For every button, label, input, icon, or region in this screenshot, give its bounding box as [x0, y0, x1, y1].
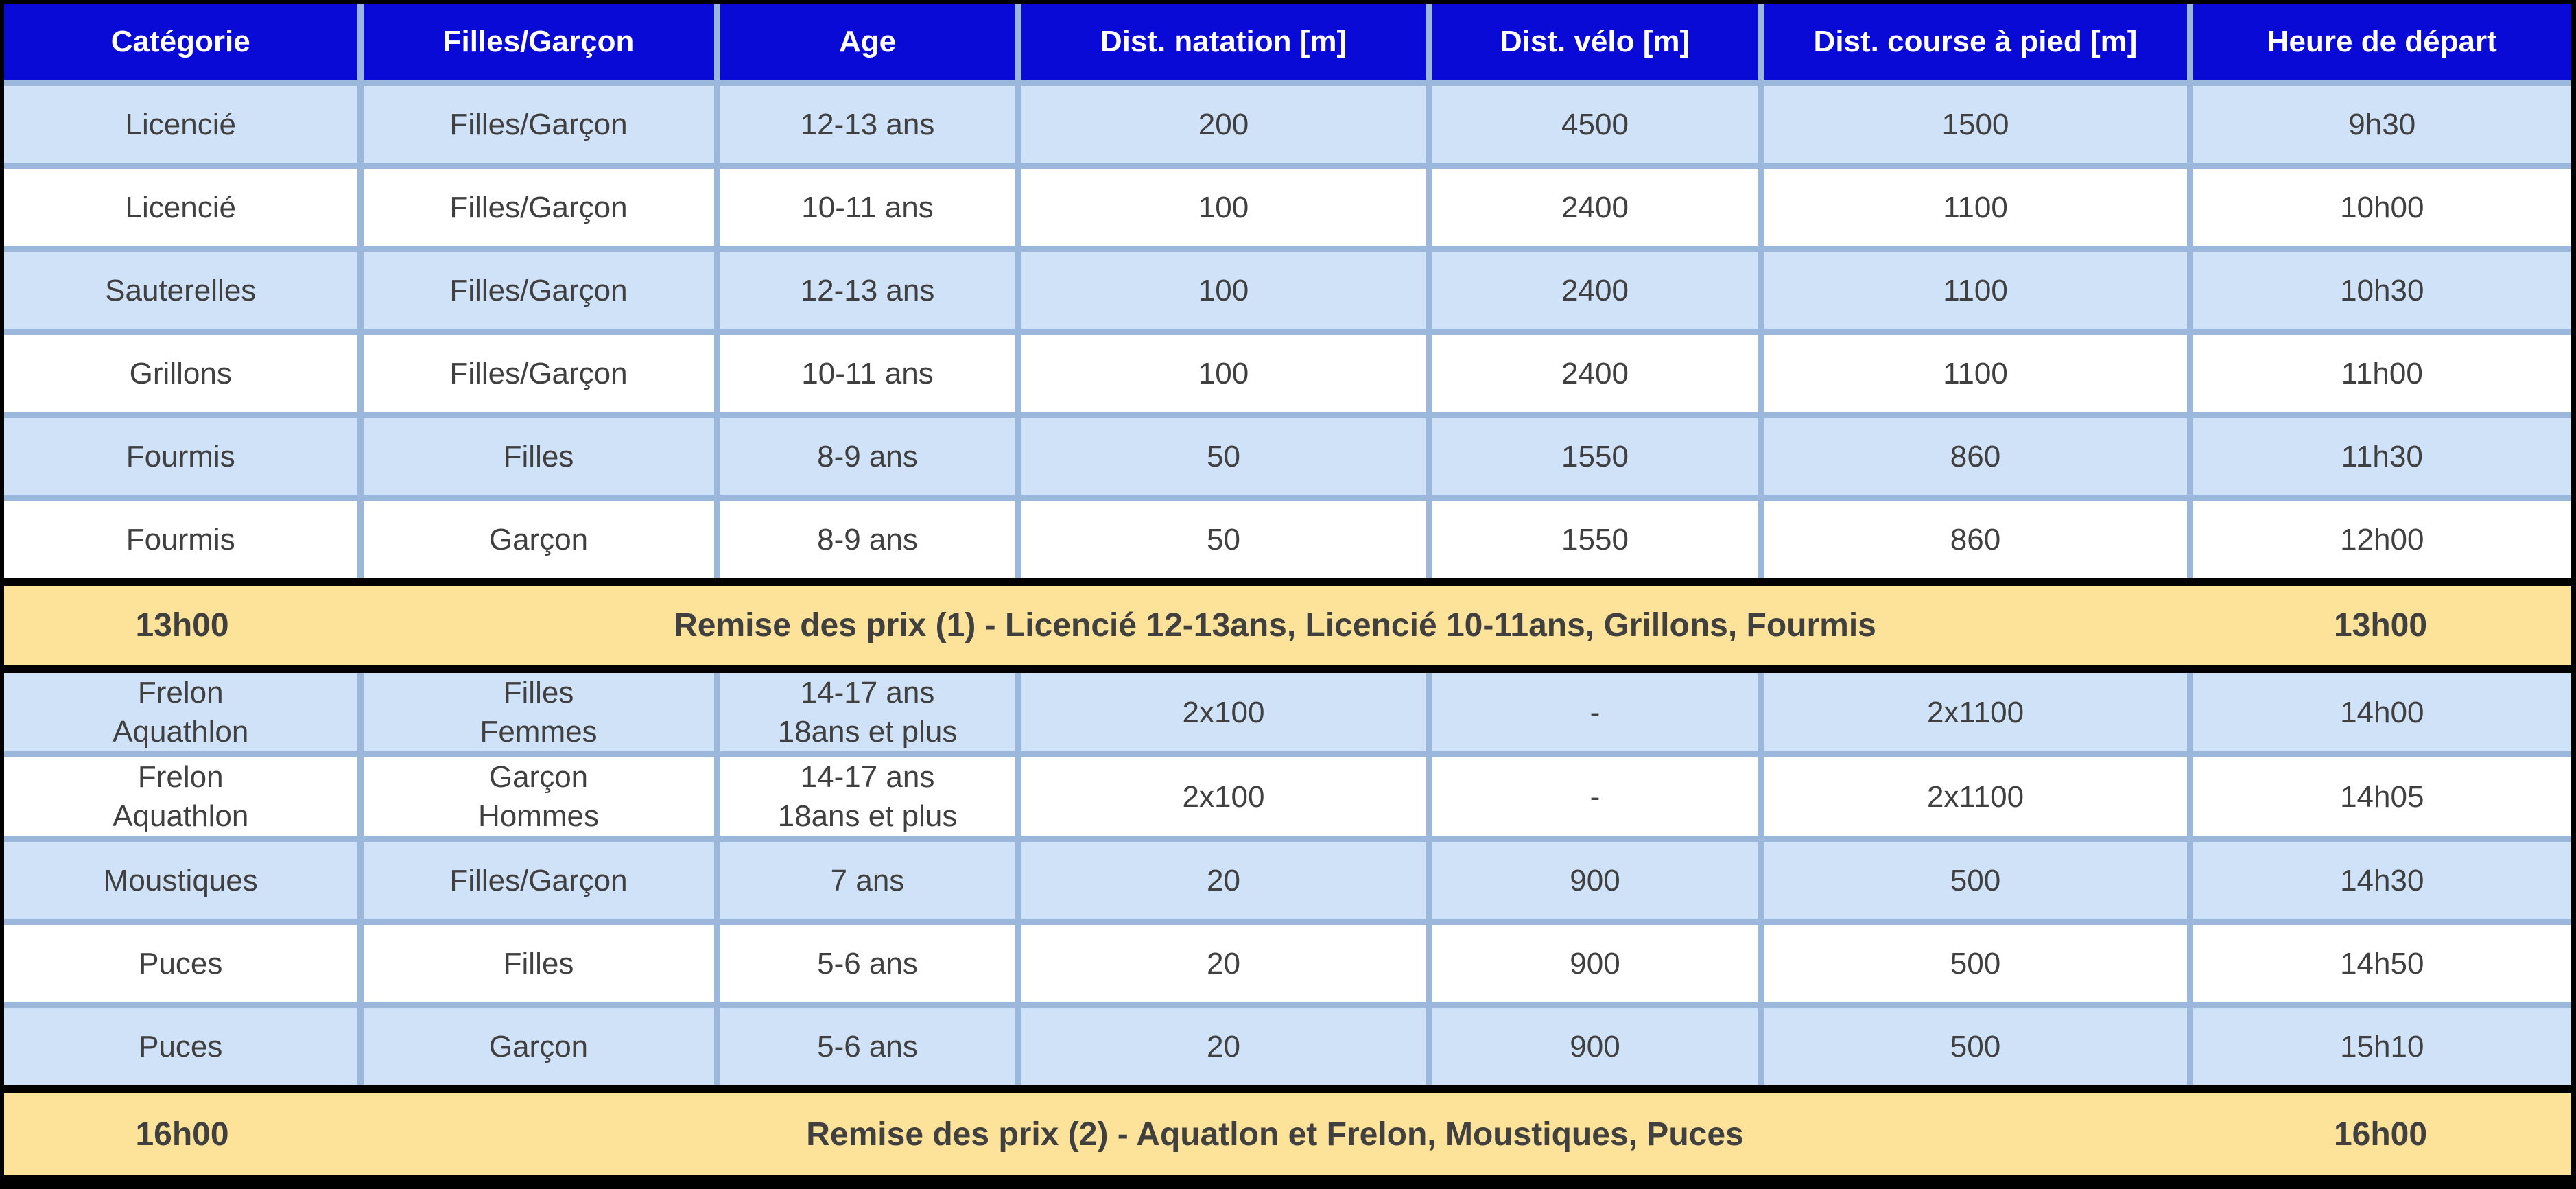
category-cell-line: Aquathlon [113, 799, 249, 833]
header-cell-swim-distance: Dist. natation [m] [1018, 4, 1429, 83]
category-cell: Fourmis [4, 498, 360, 582]
table-row [4, 83, 2571, 166]
award-ceremony-row [4, 582, 2571, 669]
header-cell-age: Age [717, 4, 1018, 83]
award-ceremony-row [4, 1089, 2571, 1175]
gender-cell-line: Garçon [488, 760, 589, 794]
age-cell: 7 ans [717, 839, 1018, 922]
table-row [4, 922, 2571, 1005]
swim-distance-cell: 100 [1018, 332, 1429, 415]
header-cell-gender: Filles/Garçon [360, 4, 717, 83]
age-cell [717, 669, 1018, 755]
swim-distance-cell: 50 [1018, 415, 1429, 498]
bike-distance-cell: 900 [1429, 1005, 1761, 1090]
header-cell-start-time: Heure de départ [2190, 4, 2571, 83]
gender-cell: Garçon [360, 498, 717, 582]
run-distance-cell: 860 [1761, 498, 2190, 582]
run-distance-cell: 2x1100 [1761, 669, 2190, 755]
age-cell: 8-9 ans [717, 498, 1018, 582]
schedule-body [4, 83, 2571, 1176]
swim-distance-cell: 2x100 [1018, 669, 1429, 755]
run-distance-cell: 2x1100 [1761, 755, 2190, 839]
bike-distance-cell: 900 [1429, 922, 1761, 1005]
gender-cell: Filles/Garçon [360, 332, 717, 415]
start-time-cell: 10h30 [2190, 249, 2571, 332]
gender-cell-line: Femmes [480, 715, 598, 749]
swim-distance-cell: 20 [1018, 1005, 1429, 1090]
bike-distance-cell: 2400 [1429, 249, 1761, 332]
start-time-cell: 14h30 [2190, 839, 2571, 922]
header-cell-bike-distance: Dist. vélo [m] [1429, 4, 1761, 83]
bike-distance-cell: 900 [1429, 839, 1761, 922]
start-time-cell: 9h30 [2190, 83, 2571, 166]
table-row [4, 669, 2571, 755]
age-cell: 12-13 ans [717, 249, 1018, 332]
gender-cell: Filles/Garçon [360, 83, 717, 166]
ceremony-end-time: 16h00 [2190, 1089, 2571, 1175]
swim-distance-cell: 100 [1018, 166, 1429, 249]
start-time-cell: 14h05 [2190, 755, 2571, 839]
start-time-cell: 12h00 [2190, 498, 2571, 582]
age-cell: 8-9 ans [717, 415, 1018, 498]
category-cell: Licencié [4, 83, 360, 166]
table-row [4, 839, 2571, 922]
category-cell-line: Aquathlon [113, 715, 249, 749]
start-time-cell: 14h50 [2190, 922, 2571, 1005]
category-cell: Puces [4, 1005, 360, 1090]
gender-cell-line: Filles [503, 676, 574, 709]
ceremony-label: Remise des prix (1) - Licencié 12-13ans, Licencié 10-11ans, Grillons, Fourmis [360, 582, 2190, 669]
bike-distance-cell: 2400 [1429, 332, 1761, 415]
category-cell: Moustiques [4, 839, 360, 922]
age-cell-line: 18ans et plus [777, 715, 958, 749]
table-row [4, 166, 2571, 249]
category-cell: Licencié [4, 166, 360, 249]
age-cell-line: 18ans et plus [777, 799, 958, 833]
table-row [4, 755, 2571, 839]
category-cell [4, 669, 360, 755]
run-distance-cell: 1500 [1761, 83, 2190, 166]
ceremony-end-time: 13h00 [2190, 582, 2571, 669]
age-cell: 12-13 ans [717, 83, 1018, 166]
gender-cell: Filles/Garçon [360, 166, 717, 249]
run-distance-cell: 1100 [1761, 249, 2190, 332]
gender-cell: Filles [360, 922, 717, 1005]
bike-distance-cell: 1550 [1429, 415, 1761, 498]
bike-distance-cell: - [1429, 755, 1761, 839]
age-cell: 5-6 ans [717, 1005, 1018, 1090]
start-time-cell: 15h10 [2190, 1005, 2571, 1090]
bike-distance-cell: 2400 [1429, 166, 1761, 249]
bike-distance-cell: 4500 [1429, 83, 1761, 166]
header-row [4, 4, 2571, 83]
run-distance-cell: 500 [1761, 922, 2190, 1005]
table-row [4, 249, 2571, 332]
table-row [4, 1005, 2571, 1090]
age-cell: 10-11 ans [717, 166, 1018, 249]
table-row [4, 415, 2571, 498]
gender-cell: Filles/Garçon [360, 839, 717, 922]
category-cell-line: Frelon [137, 676, 224, 709]
start-time-cell: 11h00 [2190, 332, 2571, 415]
ceremony-start-time: 13h00 [4, 582, 360, 669]
schedule-table [4, 4, 2571, 1175]
swim-distance-cell: 20 [1018, 839, 1429, 922]
run-distance-cell: 500 [1761, 1005, 2190, 1090]
age-cell-line: 14-17 ans [800, 760, 935, 794]
category-cell: Fourmis [4, 415, 360, 498]
swim-distance-cell: 200 [1018, 83, 1429, 166]
start-time-cell: 11h30 [2190, 415, 2571, 498]
age-cell-line: 14-17 ans [800, 676, 935, 709]
gender-cell: Garçon [360, 1005, 717, 1090]
category-cell [4, 755, 360, 839]
run-distance-cell: 500 [1761, 839, 2190, 922]
category-cell: Grillons [4, 332, 360, 415]
swim-distance-cell: 2x100 [1018, 755, 1429, 839]
start-time-cell: 14h00 [2190, 669, 2571, 755]
table-row [4, 498, 2571, 582]
gender-cell: Filles/Garçon [360, 249, 717, 332]
category-cell-line: Frelon [137, 760, 224, 794]
swim-distance-cell: 20 [1018, 922, 1429, 1005]
header-cell-run-distance: Dist. course à pied [m] [1761, 4, 2190, 83]
age-cell: 10-11 ans [717, 332, 1018, 415]
run-distance-cell: 860 [1761, 415, 2190, 498]
bike-distance-cell: - [1429, 669, 1761, 755]
table-row [4, 332, 2571, 415]
category-cell: Puces [4, 922, 360, 1005]
category-cell: Sauterelles [4, 249, 360, 332]
gender-cell [360, 755, 717, 839]
age-cell: 5-6 ans [717, 922, 1018, 1005]
bike-distance-cell: 1550 [1429, 498, 1761, 582]
start-time-cell: 10h00 [2190, 166, 2571, 249]
run-distance-cell: 1100 [1761, 332, 2190, 415]
gender-cell-line: Hommes [477, 799, 600, 833]
ceremony-label: Remise des prix (2) - Aquatlon et Frelon, Moustiques, Puces [360, 1089, 2190, 1175]
gender-cell [360, 669, 717, 755]
ceremony-start-time: 16h00 [4, 1089, 360, 1175]
gender-cell: Filles [360, 415, 717, 498]
swim-distance-cell: 100 [1018, 249, 1429, 332]
age-cell [717, 755, 1018, 839]
run-distance-cell: 1100 [1761, 166, 2190, 249]
swim-distance-cell: 50 [1018, 498, 1429, 582]
header-cell-category: Catégorie [4, 4, 360, 83]
